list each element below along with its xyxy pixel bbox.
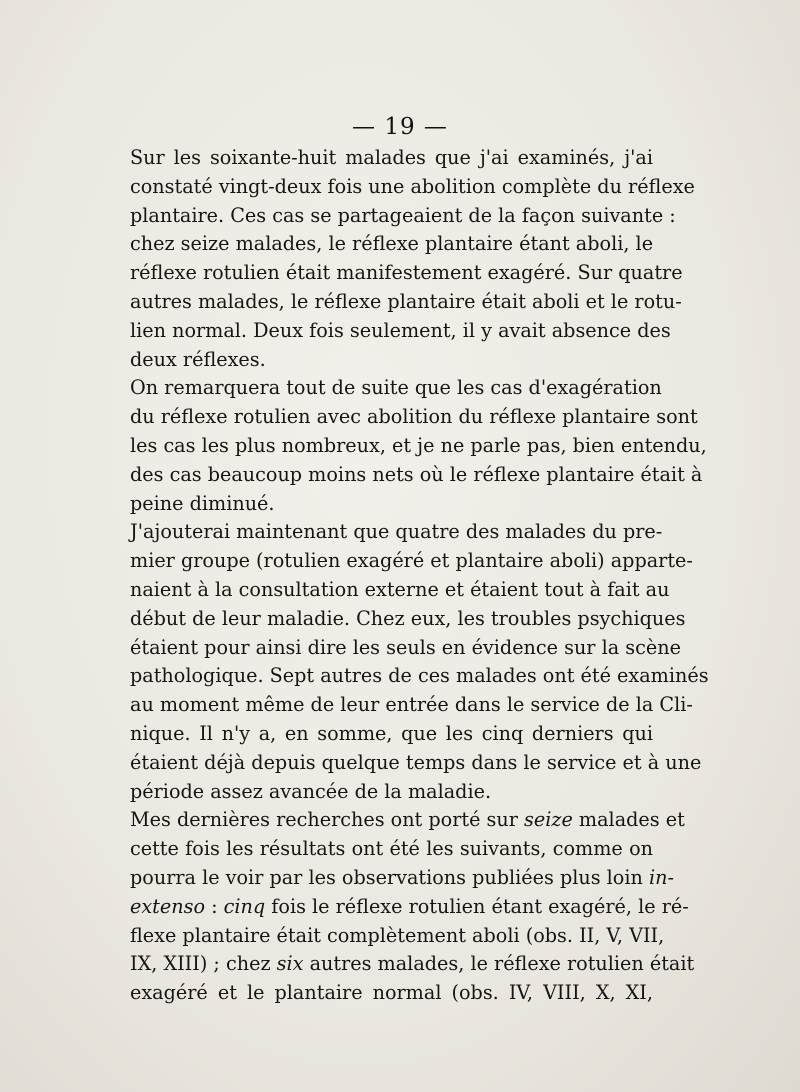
paragraph-2 (103, 374, 707, 518)
text-line: exagéré et le plantaire normal (obs. IV, VIII, X, XI, (130, 981, 653, 1005)
text-line: étaient pour ainsi dire les seuls en évidence sur la scène (130, 635, 681, 659)
page-number: — 19 — (352, 114, 448, 140)
text-line: réflexe rotulien était manifestement exagéré. Sur quatre (130, 261, 683, 285)
text-line: autres malades, le réflexe plantaire était aboli et le rotu- (130, 289, 682, 313)
text-line: des cas beaucoup moins nets où le réflexe plantaire était à (130, 462, 703, 486)
text-line: étaient déjà depuis quelque temps dans le service et à une (130, 750, 702, 774)
text-line: pourra le voir par les observations publiées plus loin in- (130, 865, 674, 889)
paragraph-1 (103, 144, 695, 374)
text-line: au moment même de leur entrée dans le service de la Cli- (130, 693, 693, 717)
text-line: On remarquera tout de suite que les cas d'exagération (130, 376, 662, 400)
text-line: J'ajouterai maintenant que quatre des malades du pre- (130, 520, 663, 544)
text-line: période assez avancée de la maladie. (130, 779, 492, 803)
text-line: mier groupe (rotulien exagéré et plantaire aboli) apparte- (130, 549, 693, 573)
text-line: naient à la consultation externe et étaient tout à fait au (130, 577, 670, 601)
text-line: début de leur maladie. Chez eux, les troubles psychiques (130, 606, 686, 630)
text-line: du réflexe rotulien avec abolition du réflexe plantaire sont (130, 405, 698, 429)
text-line: constaté vingt-deux fois une abolition complète du réflexe (130, 174, 695, 198)
text-line: flexe plantaire était complètement aboli (obs. II, V, VII, (130, 923, 665, 947)
text-line: chez seize malades, le réflexe plantaire étant aboli, le (130, 232, 654, 256)
text-line: lien normal. Deux fois seulement, il y avait absence des (130, 318, 671, 342)
text-line: IX, XIII) ; chez six autres malades, le réflexe rotulien était (130, 952, 695, 976)
text-line: extenso : cinq fois le réflexe rotulien étant exagéré, le ré- (130, 894, 689, 918)
text-line: pathologique. Sept autres de ces malades ont été examinés (130, 664, 709, 688)
text-line: deux réflexes. (130, 347, 266, 371)
text-line: les cas les plus nombreux, et je ne parle pas, bien entendu, (130, 433, 707, 457)
text-line: plantaire. Ces cas se partageaient de la façon suivante : (130, 203, 676, 227)
text-line: cette fois les résultats ont été les suivants, comme on (130, 837, 653, 861)
body-text (103, 144, 709, 1008)
text-line: peine diminué. (130, 491, 275, 515)
text-line: Mes dernières recherches ont porté sur seize malades et (130, 808, 685, 832)
text-line: nique. Il n'y a, en somme, que les cinq derniers qui (130, 721, 653, 745)
paragraph-3 (103, 518, 709, 806)
text-line: Sur les soixante-huit malades que j'ai examinés, j'ai (130, 146, 653, 169)
paragraph-4 (103, 806, 695, 1008)
